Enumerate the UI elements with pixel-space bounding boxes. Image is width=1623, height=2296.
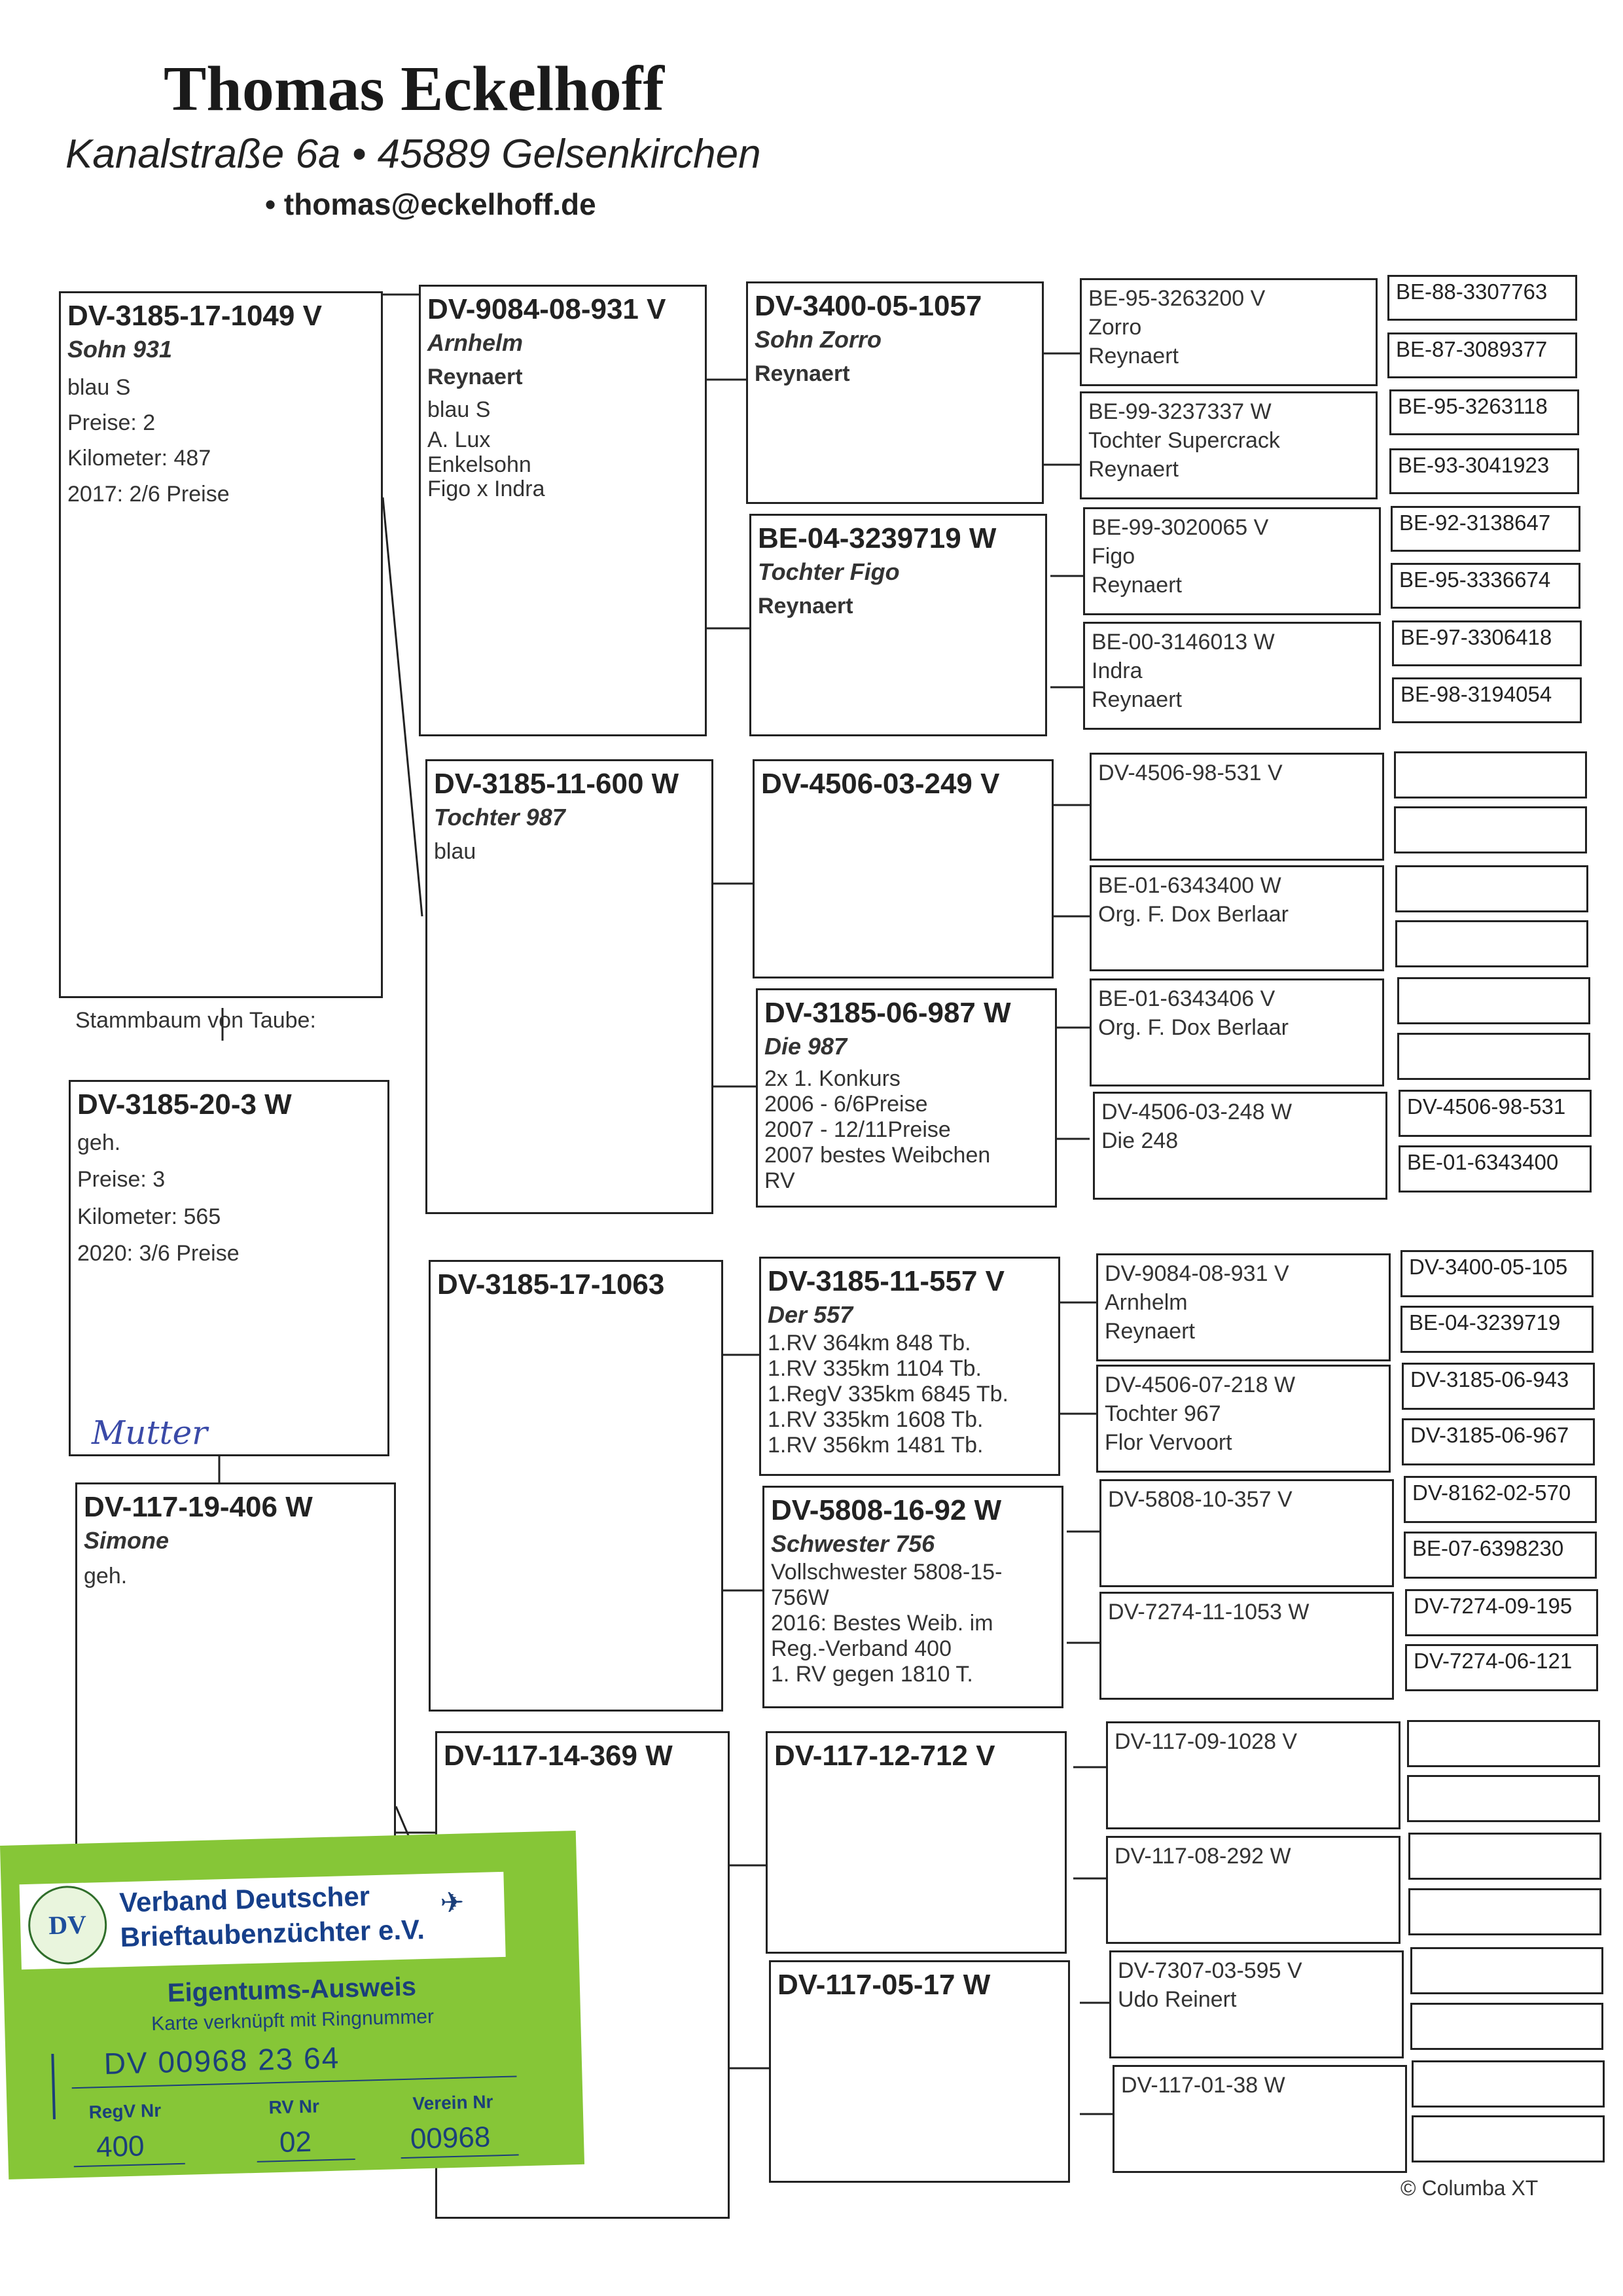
grandparent-ring-number: DV-4506-03-249 V [761, 768, 1000, 800]
gg-note: Reynaert [1088, 457, 1179, 482]
second-color: geh. [77, 1130, 121, 1156]
subject-pigeon-card [59, 291, 383, 998]
gg-note: Reynaert [1088, 344, 1179, 369]
great-grandparent-card [1106, 1721, 1400, 1829]
third-ring-number: DV-117-19-406 W [84, 1491, 313, 1523]
parent-ring-number: DV-3185-17-1063 [437, 1268, 665, 1300]
subject-season: 2017: 2/6 Preise [67, 481, 230, 507]
rv-underline [257, 2159, 355, 2162]
subject-ring-number: DV-3185-17-1049 V [67, 300, 322, 332]
gen5-cell [1397, 1033, 1590, 1080]
great-grandparent-card [1113, 2065, 1407, 2173]
parent-color: blau S [427, 397, 491, 423]
gg-note: Indra [1092, 658, 1143, 684]
great-grandparent-card [1093, 1092, 1387, 1200]
card-pen-mark [51, 2054, 56, 2119]
grandparent-card [756, 988, 1057, 1208]
gg-ring-number: DV-117-01-38 W [1121, 2073, 1285, 2098]
gen5-cell [1397, 977, 1590, 1024]
gg-ring-number: BE-01-6343400 W [1098, 873, 1281, 898]
grandparent-card [749, 514, 1047, 736]
gen5-cell: DV-3400-05-105 [1400, 1250, 1594, 1297]
gen5-cell: BE-87-3089377 [1387, 332, 1577, 378]
great-grandparent-card [1096, 1365, 1391, 1473]
card-subtitle: Karte verknüpft mit Ringnummer [151, 2005, 435, 2036]
gen5-cell: DV-3185-06-967 [1402, 1418, 1595, 1465]
grandparent-note: 1.RV 335km 1104 Tb. [768, 1356, 982, 1382]
verein-value: 00968 [410, 2121, 491, 2155]
gen5-cell [1407, 1720, 1600, 1767]
pigeon-emblem-icon: ✈ [439, 1886, 465, 1920]
third-name: Simone [84, 1527, 169, 1554]
gg-note: Reynaert [1092, 573, 1182, 598]
grandparent-breeder: Reynaert [755, 361, 850, 386]
parent-note: A. Lux [427, 427, 491, 453]
gen5-cell: DV-8162-02-570 [1404, 1476, 1597, 1523]
grandparent-note: Vollschwester 5808-15- [771, 1559, 1003, 1585]
grandparent-ring-number: DV-5808-16-92 W [771, 1494, 1002, 1526]
grandparent-card [769, 1960, 1070, 2183]
regv-label: RegV Nr [88, 2100, 162, 2123]
gg-note: Arnhelm [1105, 1290, 1188, 1316]
grandparent-ring-number: DV-117-12-712 V [774, 1740, 995, 1772]
breeder-address: Kanalstraße 6a • 45889 Gelsenkirchen [65, 132, 761, 177]
breeder-name: Thomas Eckelhoff [164, 54, 665, 124]
software-credit: © Columba XT [1400, 2176, 1539, 2200]
grandparent-note: 1.RV 356km 1481 Tb. [768, 1433, 984, 1458]
gg-note: Reynaert [1105, 1319, 1195, 1344]
parent-ring-number: DV-3185-11-600 W [434, 768, 679, 800]
third-pigeon-card [75, 1482, 396, 1888]
gg-ring-number: BE-95-3263200 V [1088, 286, 1266, 311]
logo-text: DV [48, 1909, 87, 1941]
parent-color: blau [434, 838, 476, 864]
parent-note: Figo x Indra [427, 476, 545, 502]
parent-name: Arnhelm [427, 329, 524, 357]
card-ring-number: DV 00968 23 64 [103, 2040, 340, 2081]
gen5-cell: BE-07-6398230 [1404, 1532, 1597, 1579]
gen5-cell: BE-97-3306418 [1392, 620, 1582, 666]
grandparent-note: 2016: Bestes Weib. im [771, 1611, 993, 1636]
handwritten-note: Mutter [92, 1414, 208, 1452]
gen5-cell: DV-3185-06-943 [1402, 1363, 1595, 1410]
great-grandparent-card [1090, 978, 1384, 1086]
gen5-cell [1412, 2115, 1605, 2162]
gg-ring-number: BE-99-3237337 W [1088, 399, 1272, 424]
great-grandparent-card [1109, 1950, 1404, 2058]
second-kilometers: Kilometer: 565 [77, 1204, 221, 1229]
gg-ring-number: DV-7274-11-1053 W [1108, 1600, 1310, 1624]
grandparent-ring-number: DV-117-05-17 W [777, 1969, 991, 2001]
gg-ring-number: DV-7307-03-595 V [1118, 1958, 1302, 1983]
grandparent-name: Die 987 [764, 1033, 847, 1060]
great-grandparent-card [1099, 1479, 1394, 1587]
gg-note: Reynaert [1092, 687, 1182, 713]
gen5-cell: BE-04-3239719 [1400, 1306, 1594, 1353]
grandparent-card [746, 281, 1044, 504]
parent-note: Enkelsohn [427, 452, 531, 477]
parent-ring-number: DV-117-14-369 W [444, 1740, 673, 1772]
grandparent-card [759, 1257, 1060, 1476]
gen5-cell [1395, 865, 1588, 912]
gen5-cell: BE-93-3041923 [1389, 448, 1579, 494]
gg-note: Tochter Supercrack [1088, 428, 1280, 454]
rv-label: RV Nr [268, 2096, 320, 2118]
great-grandparent-card [1090, 753, 1384, 861]
second-ring-number: DV-3185-20-3 W [77, 1088, 292, 1121]
grandparent-name: Sohn Zorro [755, 326, 882, 353]
parent-ring-number: DV-9084-08-931 V [427, 293, 666, 325]
gen5-cell: BE-88-3307763 [1387, 275, 1577, 321]
regv-value: 400 [96, 2130, 145, 2164]
grandparent-card [753, 759, 1054, 978]
regv-underline [74, 2163, 185, 2167]
parent-card [425, 759, 713, 1214]
pedigree-caption: Stammbaum von Taube: [75, 1008, 316, 1033]
great-grandparent-card [1080, 391, 1378, 499]
gg-note: Udo Reinert [1118, 1987, 1237, 2013]
grandparent-breeder: Reynaert [758, 593, 853, 619]
gg-ring-number: DV-117-09-1028 V [1115, 1729, 1298, 1754]
great-grandparent-card [1106, 1836, 1400, 1944]
second-season: 2020: 3/6 Preise [77, 1240, 240, 1266]
grandparent-ring-number: BE-04-3239719 W [758, 522, 997, 554]
gen5-cell [1395, 920, 1588, 967]
grandparent-note: 1.RV 335km 1608 Tb. [768, 1407, 984, 1433]
gg-note: Zorro [1088, 315, 1142, 340]
parent-card [429, 1260, 723, 1712]
gen5-cell [1394, 751, 1587, 798]
gen5-cell: BE-01-6343400 [1399, 1145, 1592, 1193]
rv-value: 02 [279, 2125, 312, 2159]
gg-ring-number: DV-117-08-292 W [1115, 1844, 1291, 1869]
association-line-2: Brieftaubenzüchter e.V. [120, 1913, 425, 1952]
second-prizes: Preise: 3 [77, 1167, 166, 1193]
grandparent-note: 1.RV 364km 848 Tb. [768, 1330, 971, 1355]
parent-name: Tochter 987 [434, 804, 565, 831]
grandparent-note: 2x 1. Konkurs [764, 1066, 901, 1091]
grandparent-name: Der 557 [768, 1301, 853, 1329]
gen5-cell: BE-92-3138647 [1391, 506, 1580, 552]
parent-breeder: Reynaert [427, 364, 523, 389]
gen5-cell: BE-98-3194054 [1392, 677, 1582, 723]
breeder-email: • thomas@eckelhoff.de [265, 187, 596, 221]
gg-note: Org. F. Dox Berlaar [1098, 902, 1289, 927]
grandparent-note: Reg.-Verband 400 [771, 1636, 952, 1662]
gen5-cell [1412, 2060, 1605, 2108]
second-pigeon-card [69, 1080, 389, 1456]
gen5-cell [1408, 1888, 1601, 1935]
gg-ring-number: DV-4506-07-218 W [1105, 1372, 1296, 1397]
gen5-cell: BE-95-3263118 [1389, 389, 1579, 435]
association-name [119, 1878, 425, 1954]
gg-ring-number: DV-4506-03-248 W [1101, 1100, 1293, 1124]
ownership-card [0, 1831, 584, 2179]
grandparent-note: 2007 bestes Weibchen [764, 1143, 991, 1168]
great-grandparent-card [1099, 1592, 1394, 1700]
subject-kilometers: Kilometer: 487 [67, 446, 211, 471]
gen5-cell: DV-7274-06-121 [1405, 1644, 1598, 1691]
gg-note: Flor Vervoort [1105, 1430, 1232, 1456]
subject-color: blau S [67, 374, 131, 400]
great-grandparent-card [1083, 622, 1381, 730]
gen5-cell [1410, 1947, 1603, 1994]
association-line-1: Verband Deutscher [118, 1880, 370, 1918]
gg-note: Figo [1092, 544, 1135, 569]
gg-note: Die 248 [1101, 1128, 1179, 1154]
gg-ring-number: BE-99-3020065 V [1092, 515, 1269, 540]
verein-label: Verein Nr [412, 2091, 493, 2114]
grandparent-note: 2006 - 6/6Preise [764, 1092, 928, 1117]
grandparent-note: RV [764, 1168, 795, 1194]
grandparent-ring-number: DV-3185-06-987 W [764, 997, 1011, 1029]
grandparent-note: 1. RV gegen 1810 T. [771, 1662, 973, 1687]
great-grandparent-card [1096, 1253, 1391, 1361]
grandparent-note: 2007 - 12/11Preise [764, 1117, 951, 1143]
gg-ring-number: DV-4506-98-531 V [1098, 761, 1283, 785]
gg-ring-number: DV-9084-08-931 V [1105, 1261, 1289, 1286]
association-logo [27, 1885, 108, 1965]
gen5-cell: DV-4506-98-531 [1399, 1090, 1592, 1137]
parent-card [419, 285, 707, 736]
subject-prizes: Preise: 2 [67, 410, 156, 436]
grandparent-ring-number: DV-3185-11-557 V [768, 1265, 1005, 1297]
gen5-cell: BE-95-3336674 [1391, 563, 1580, 609]
grandparent-ring-number: DV-3400-05-1057 [755, 290, 982, 322]
great-grandparent-card [1090, 865, 1384, 971]
grandparent-card [766, 1731, 1067, 1954]
gg-ring-number: BE-00-3146013 W [1092, 630, 1275, 655]
gen5-cell: DV-7274-09-195 [1405, 1589, 1598, 1636]
grandparent-note: 756W [771, 1585, 829, 1611]
gg-ring-number: BE-01-6343406 V [1098, 986, 1275, 1011]
gen5-cell [1394, 806, 1587, 853]
great-grandparent-card [1083, 507, 1381, 615]
gen5-cell [1407, 1775, 1600, 1822]
great-grandparent-card [1080, 278, 1378, 386]
grandparent-name: Tochter Figo [758, 558, 900, 586]
subject-name: Sohn 931 [67, 336, 173, 363]
grandparent-card [762, 1486, 1063, 1708]
gg-note: Org. F. Dox Berlaar [1098, 1015, 1289, 1041]
gg-note: Tochter 967 [1105, 1401, 1221, 1427]
card-title: Eigentums-Ausweis [167, 1972, 417, 2008]
gen5-cell [1410, 2003, 1603, 2050]
gg-ring-number: DV-5808-10-357 V [1108, 1487, 1293, 1512]
grandparent-note: 1.RegV 335km 6845 Tb. [768, 1382, 1008, 1407]
grandparent-name: Schwester 756 [771, 1530, 935, 1558]
gen5-cell [1408, 1833, 1601, 1880]
third-color: geh. [84, 1563, 128, 1588]
